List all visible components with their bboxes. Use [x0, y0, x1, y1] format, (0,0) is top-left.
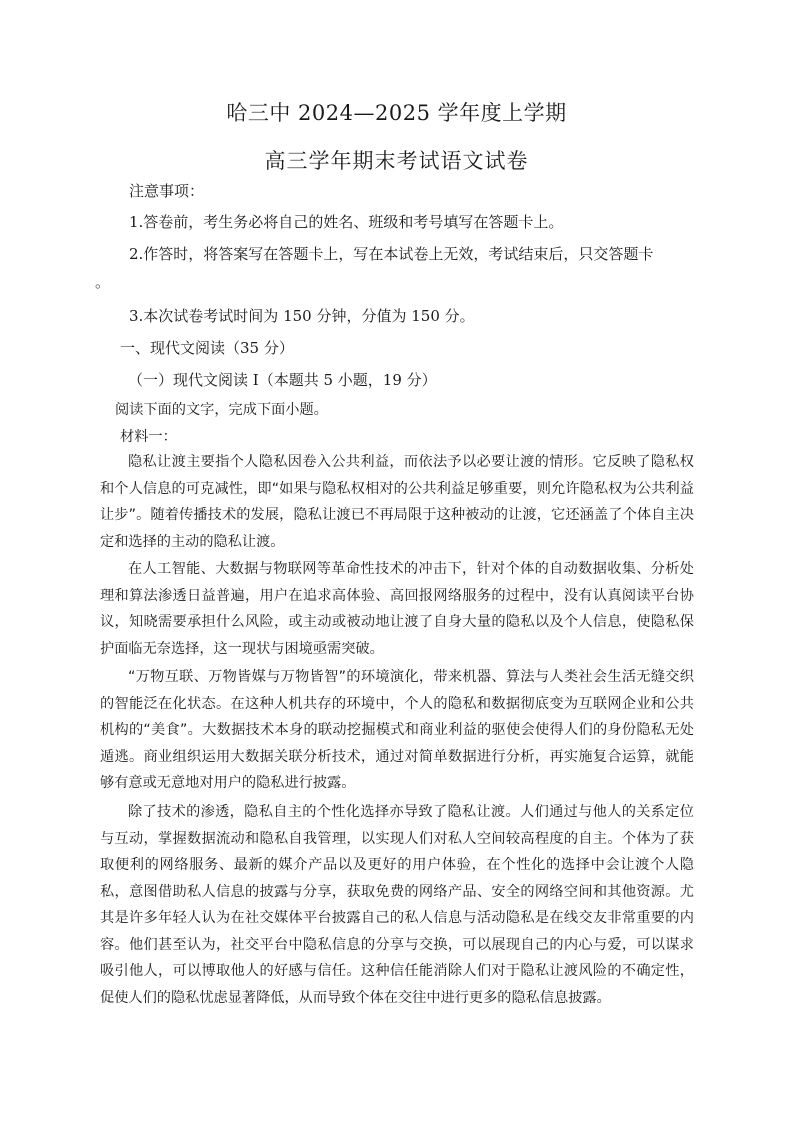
notice-heading: 注意事项： [129, 182, 205, 200]
notice-item-1: 1.答卷前，考生务必将自己的姓名、班级和考号填写在答题卡上。 [129, 213, 564, 231]
reading-instruction: 阅读下面的文字，完成下面小题。 [115, 402, 328, 418]
material-label: 材料一： [120, 429, 177, 445]
page-title: 哈三中 2024—2025 学年度上学期 [226, 101, 567, 125]
page-subtitle: 高三学年期末考试语文试卷 [264, 149, 529, 173]
section-heading: 一、现代文阅读（35 分） [120, 339, 294, 357]
notice-item-2-continued: 。 [95, 273, 111, 291]
notice-item-2: 2.作答时，将答案写在答题卡上，写在本试卷上无效，考试结束后，只交答题卡 [129, 245, 654, 263]
section-subheading: （一）现代文阅读 I（本题共 5 小题，19 分） [128, 371, 437, 389]
paragraph-3: “万物互联、万物皆媒与万物皆智”的环境演化，带来机器、算法与人类社会生活无缝交织的智能泛在化状态。在这种人机共存的环境中，个人的隐私和数据彻底变为互联网企业和公共机构的“美食”。大数据技术本身的联动挖掘模式和商业利益的驱使会使得人们的身份隐私无处遁逃。商业组织运用大数据关联分析技术，通过对简单数据进行分析，再实施复合运算，就能够有意或无意地对用户的隐私进行披露。 [100, 669, 694, 791]
paragraph-4: 除了技术的渗透，隐私自主的个性化选择亦导致了隐私让渡。人们通过与他人的关系定位与互动，掌握数据流动和隐私自我管理，以实现人们对私人空间较高程度的自主。个体为了获取便利的网络服务、最新的媒介产品以及更好的用户体验，在个性化的选择中会让渡个人隐私，意图借助私人信息的披露与分享，获取免费的网络产品、安全的网络空间和其他资源。尤其是许多年轻人认为在社交媒体平台披露自己的私人信息与活动隐私是在线交友非常重要的内容。他们甚至认为，社交平台中隐私信息的分享与交换，可以展现自己的内心与爱，可以谋求吸引他人，可以博取他人的好感与信任。这种信任能消除人们对于隐私让渡风险的不确定性，促使人们的隐私忧虑显著降低，从而导致个体在交往中进行更多的隐私信息披露。 [100, 804, 694, 1006]
notice-item-3: 3.本次试卷考试时间为 150 分钟，分值为 150 分。 [129, 307, 475, 325]
paragraph-1: 隐私让渡主要指个人隐私因卷入公共利益，而依法予以必要让渡的情形。它反映了隐私权和个人信息的可克减性，即“如果与隐私权相对的公共利益足够重要，则允许隐私权为公共利益让步”。随着传播技术的发展，隐私让渡已不再局限于这种被动的让渡，它还涵盖了个体自主决定和选择的主动的隐私让渡。 [100, 454, 694, 550]
paragraph-2: 在人工智能、大数据与物联网等革命性技术的冲击下，针对个体的自动数据收集、分析处理和算法渗透日益普遍，用户在追求高体验、高回报网络服务的过程中，没有认真阅读平台协议，知晓需要承担什么风险，或主动或被动地让渡了自身大量的隐私以及个人信息，使隐私保护面临无奈选择，这一现状与困境亟需突破。 [100, 561, 694, 657]
